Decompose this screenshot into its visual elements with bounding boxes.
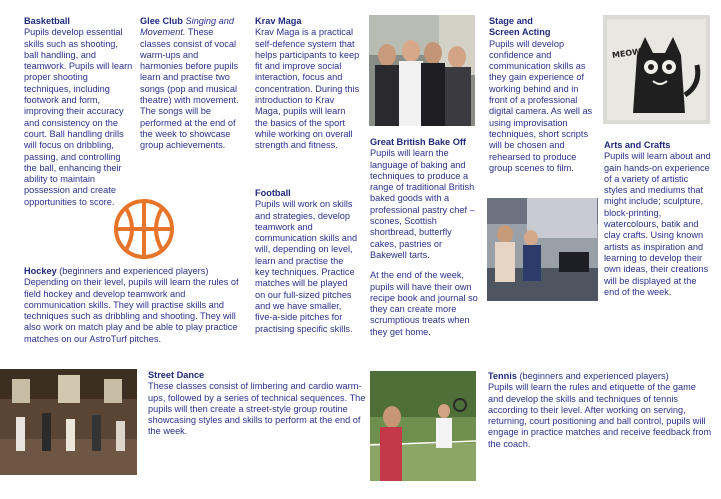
basketball-icon bbox=[112, 197, 176, 261]
tennis-text: Pupils will learn the rules and etiquette of the game and develop the skills and techniques of tennis according to their level. After working on serving, returning, court positioning and ball control, pupils will engage in practice matches and receive feedback from the coach. bbox=[488, 382, 712, 449]
acting-photo bbox=[487, 198, 598, 301]
tennis-heading: Tennis bbox=[488, 371, 517, 381]
basketball-heading: Basketball bbox=[24, 16, 70, 26]
arts-crafts-section bbox=[604, 140, 711, 298]
glee-club-subtitle: Singing and Movement. bbox=[140, 16, 234, 38]
hockey-heading-note: (beginners and experienced players) bbox=[59, 266, 209, 276]
bake-off-heading: Great British Bake Off bbox=[370, 137, 466, 147]
football-section bbox=[255, 188, 360, 335]
basketball-text: Pupils develop essential skills such as shooting, ball handling, and teamwork. Pupils will learn proper shooting techniques, including footwork and form, improving their accuracy and consistency on the court. Ball handling drills will focus on dribbling, passing, and controlling the ball, enhancing their ability to maintain possession and create opportunities to score. bbox=[24, 27, 133, 207]
bake-off-text-2: At the end of the week, pupils will have their own recipe book and journal so they can create more scrumptious treats when they get home. bbox=[370, 270, 478, 337]
glee-club-text: These classes consist of vocal warm-ups and harmonies before pupils learn and practise two songs (pop and musical theatre) with movement. The songs will be performed at the end of the week to showcase group achievements. bbox=[140, 27, 239, 151]
bake-off-section bbox=[370, 137, 478, 338]
cat-print-image bbox=[603, 15, 710, 124]
glee-club-section bbox=[140, 16, 242, 152]
stage-screen-section bbox=[489, 16, 597, 174]
glee-club-heading: Glee Club bbox=[140, 16, 183, 26]
stage-screen-heading: Stage and Screen Acting bbox=[489, 16, 551, 38]
krav-maga-section bbox=[255, 16, 360, 152]
cat-print-caption: MEOW bbox=[611, 47, 642, 60]
tennis-section bbox=[488, 371, 713, 450]
bake-off-text: Pupils will learn the language of baking and techniques to produce a range of traditional British baked goods with a professional pastry chef – scones, Scottish shortbread, butterfly cakes, pastries or Bakewell tarts. bbox=[370, 148, 475, 260]
street-dance-text: These classes consist of limbering and cardio warm-ups, followed by a series of technical sequences. The pupils will then create a street-style group routine showcasing styles and skills to perform at the end of the week. bbox=[148, 381, 366, 437]
football-heading: Football bbox=[255, 188, 291, 198]
street-dance-section bbox=[148, 370, 370, 438]
hockey-heading: Hockey bbox=[24, 266, 57, 276]
hockey-section bbox=[24, 266, 246, 345]
krav-maga-heading: Krav Maga bbox=[255, 16, 302, 26]
street-dance-heading: Street Dance bbox=[148, 370, 205, 380]
krav-maga-photo bbox=[369, 15, 475, 126]
krav-maga-text: Krav Maga is a practical self-defence system that helps participants to keep fit and improve social interaction, focus and concentration. During this introduction to Krav Maga, pupils will learn the basics of the sport while working on overall strength and fitness. bbox=[255, 27, 360, 151]
football-text: Pupils will work on skills and strategies, develop teamwork and communication skills and will, depending on level, learn and practise the key techniques. Practice matches will be played on our full-sized pitches and we have smaller, five-a-side pitches for practising specific skills. bbox=[255, 199, 358, 334]
tennis-photo bbox=[370, 371, 476, 481]
tennis-heading-note: (beginners and experienced players) bbox=[519, 371, 669, 381]
arts-crafts-heading: Arts and Crafts bbox=[604, 140, 671, 150]
hockey-text: Depending on their level, pupils will learn the rules of field hockey and develop teamwork and communication skills. They will practise skills and techniques such as dribbling and shooting. They will also work on match play and be able to play practice matches on our AstroTurf pitches. bbox=[24, 277, 239, 344]
basketball-section bbox=[24, 16, 134, 208]
stage-screen-text: Pupils will develop confidence and communication skills as they gain experience of working behind and in front of a professional digital camera. As well as using improvisation techniques, short scripts will be chosen and rehearsed to produce group scenes to film. bbox=[489, 38, 593, 173]
arts-crafts-text: Pupils will learn about and gain hands-on experience of a variety of artistic styles and mediums that might include; sculpture, block-printing, watercolours, batik and clay crafts. Using known artists as inspiration and learning to develop their own ideas, their creations will be displayed at the end of the week. bbox=[604, 151, 711, 297]
dance-photo bbox=[0, 369, 137, 475]
